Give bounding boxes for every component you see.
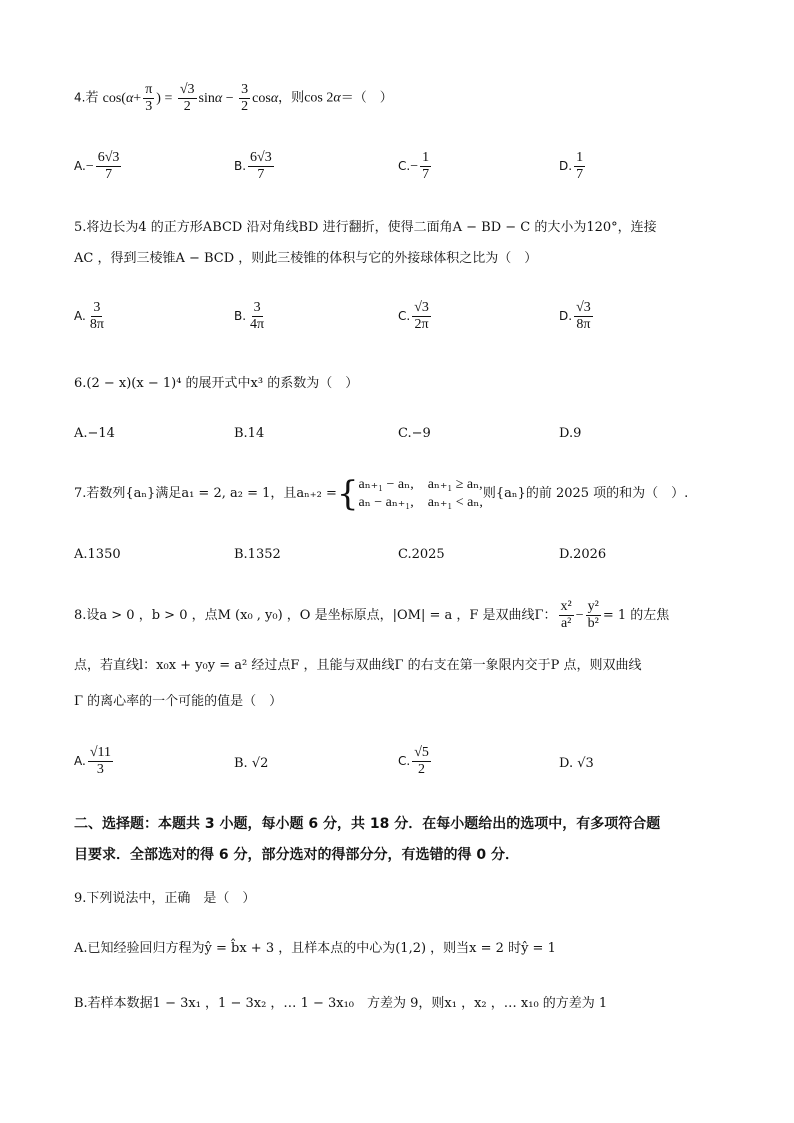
q8-line-2: 点，若直线l：x₀x + y₀y = a² 经过点F ，且能与双曲线Γ 的右支在第一象限内交于P 点，则双曲线 — [74, 658, 642, 673]
q7-option-b[interactable]: B.1352 — [234, 547, 281, 562]
q5-option-d[interactable]: D. $\frac{√3}{8\pi}$ — [559, 300, 591, 332]
q5-option-b[interactable]: B. $\frac{3}{4\pi}$ — [234, 300, 265, 332]
q8-option-d[interactable]: D. √3 — [559, 756, 594, 771]
q8-line-1: 8.设a > 0 ，b > 0 ，点M (x₀ , y₀) ，O 是坐标原点，|OM| = a ，F 是双曲线Γ： $\frac{\text{x²}}{\text{a²}}$ − $\frac{\text{y²}}{\text{b²}}$ = 1 的左焦 — [74, 599, 670, 631]
q7-option-a[interactable]: A.1350 — [74, 547, 121, 562]
q9-option-b[interactable]: B.若样本数据1 − 3x₁ ，1 − 3x₂ ，… 1 − 3x₁₀ 方差为 9，则x₁ ，x₂ ，… x₁₀ 的方差为 1 — [74, 996, 608, 1011]
q8-option-a[interactable]: A. $\frac{√11}{3}$ — [74, 745, 111, 777]
q7-option-c[interactable]: C.2025 — [398, 547, 445, 562]
q6-option-b[interactable]: B.14 — [234, 426, 265, 441]
q7-stem: 7.若数列{aₙ}满足a₁ = 2, a₂ = 1，且aₙ₊₂ ={ aₙ₊₁ − aₙ, aₙ₊₁ ≥ aₙ, aₙ − aₙ₊₁, aₙ₊₁ < aₙ, 则{aₙ}的前 2025 项的和为（ ）. — [74, 473, 689, 514]
q4-option-a[interactable]: A.− $\frac{6√3}{7}$ — [74, 150, 120, 182]
q6-option-d[interactable]: D.9 — [559, 426, 582, 441]
q5-line-2: AC ，得到三棱锥A − BCD ，则此三棱锥的体积与它的外接球体积之比为（ ） — [74, 251, 538, 266]
q7-piecewise: aₙ₊₁ − aₙ, aₙ₊₁ ≥ aₙ, aₙ − aₙ₊₁, aₙ₊₁ < aₙ, — [358, 476, 483, 510]
section-2-heading-line-2: 目要求．全部选对的得 6 分，部分选对的得部分分，有选错的得 0 分． — [74, 847, 519, 863]
q5-option-c[interactable]: C. $\frac{√3}{2\pi}$ — [398, 300, 429, 332]
q6-option-c[interactable]: C.−9 — [398, 426, 431, 441]
q4-option-c[interactable]: C.− $\frac{1}{7}$ — [398, 150, 430, 182]
q5-line-1: 5.将边长为4 的正方形ABCD 沿对角线BD 进行翻折，使得二面角A − BD − C 的大小为120°，连接 — [74, 220, 657, 235]
q6-stem: 6.(2 − x)(x − 1)⁴ 的展开式中x³ 的系数为（ ） — [74, 376, 359, 391]
q8-line-3: Γ 的离心率的一个可能的值是（ ） — [74, 694, 283, 709]
q4-stem: 4.若 cos(α+ $\frac{\pi}{3}$ ) = $\frac{√3}{2}$ sinα − $\frac{3}{2}$ cosα，则cos 2α＝（ ） — [74, 82, 393, 114]
q7-option-d[interactable]: D.2026 — [559, 547, 607, 562]
q4-option-b[interactable]: B. $\frac{6√3}{7}$ — [234, 150, 272, 182]
q5-option-a[interactable]: A. $\frac{3}{8\pi}$ — [74, 300, 104, 332]
q4-option-d[interactable]: D. $\frac{1}{7}$ — [559, 150, 584, 182]
brace-symbol: { — [336, 473, 359, 514]
q9-option-a[interactable]: A.已知经验回归方程为ŷ = b̂x + 3 ，且样本点的中心为(1,2) ，则当x = 2 时ŷ = 1 — [74, 941, 556, 956]
q8-option-b[interactable]: B. √2 — [234, 756, 269, 771]
q9-stem: 9.下列说法中，正确 是（ ） — [74, 891, 256, 906]
q8-option-c[interactable]: C. $\frac{√5}{2}$ — [398, 745, 429, 777]
q4-formula: cos(α+ $\frac{\pi}{3}$ ) = $\frac{√3}{2}$ sinα − $\frac{3}{2}$ cosα — [102, 82, 279, 114]
q6-option-a[interactable]: A.−14 — [74, 426, 115, 441]
section-2-heading-line-1: 二、选择题：本题共 3 小题，每小题 6 分，共 18 分．在每小题给出的选项中，有多项符合题 — [74, 816, 661, 832]
